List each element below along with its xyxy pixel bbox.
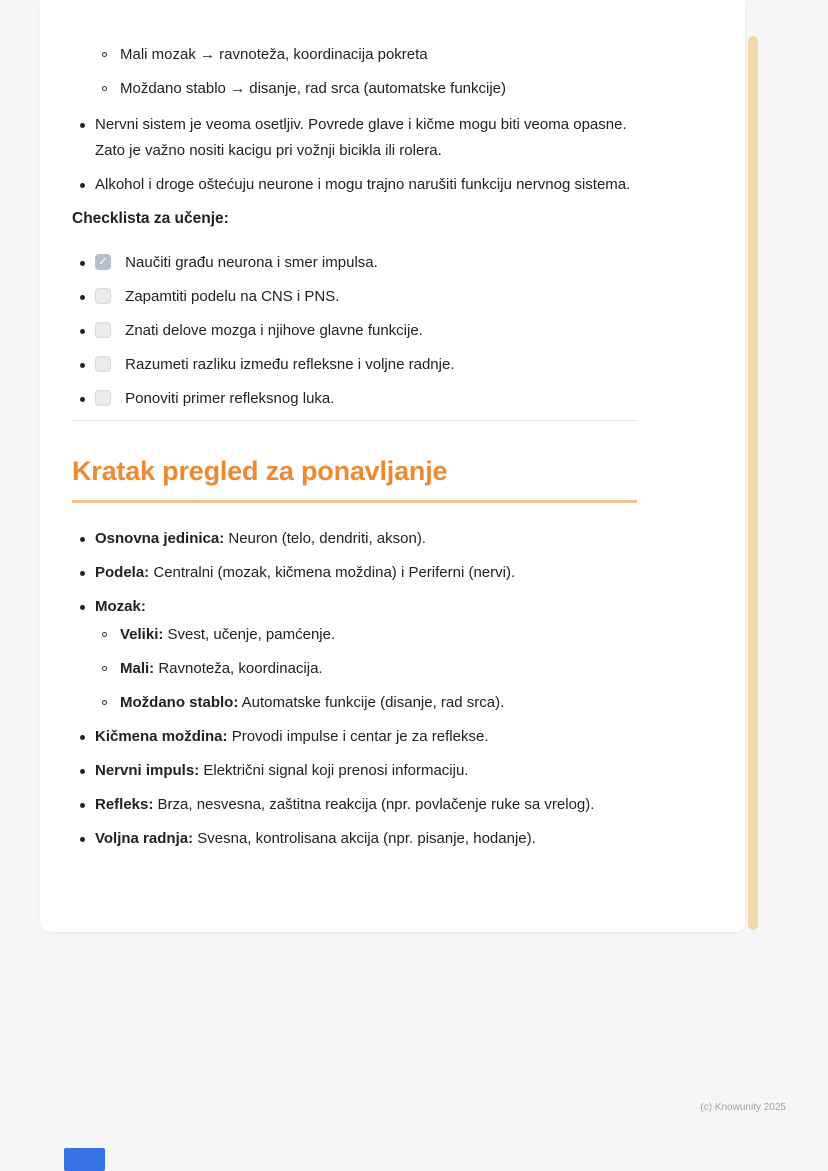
list-item (72, 792, 637, 818)
term-text: Električni signal koji prenosi informaciju. (203, 762, 469, 779)
list-item (72, 594, 637, 716)
term-label: Voljna radnja: (95, 830, 194, 847)
term-text: Provodi impulse i centar je za reflekse. (231, 728, 489, 745)
page-edge-stripe (748, 36, 758, 930)
term-label: Mozak: (95, 598, 146, 615)
circle-bullet-icon (102, 666, 107, 671)
bullet-icon (80, 329, 85, 334)
term-text: Svest, učenje, pamćenje. (167, 626, 336, 643)
circle-bullet-icon (102, 632, 107, 637)
bullet-icon (80, 397, 85, 402)
todo-checkbox[interactable] (95, 288, 111, 304)
bullet-icon (80, 295, 85, 300)
todo-checkbox[interactable] (95, 390, 111, 406)
term-text: Neuron (telo, dendriti, akson). (228, 530, 426, 547)
list-item (72, 526, 637, 552)
list-item (72, 172, 637, 198)
learning-checklist (72, 250, 637, 412)
mozak-sublist (95, 622, 637, 716)
list-item (72, 724, 637, 750)
term-label: Kičmena moždina: (95, 728, 228, 745)
list-item (72, 42, 637, 68)
summary-list (72, 526, 637, 852)
bullet-icon (80, 769, 85, 774)
nervous-system-notes-list (72, 112, 637, 198)
todo-label: Znati delove mozga i njihove glavne funkcije. (125, 322, 423, 339)
list-item (72, 76, 637, 102)
todo-checkbox[interactable] (95, 322, 111, 338)
bullet-icon (80, 837, 85, 842)
bullet-icon (80, 363, 85, 368)
section-divider (72, 420, 637, 421)
brain-parts-sublist (72, 42, 637, 102)
todo-item (72, 284, 637, 310)
term-text: Centralni (mozak, kičmena moždina) i Periferni (nervi). (153, 564, 516, 581)
todo-label: Ponoviti primer refleksnog luka. (125, 390, 335, 407)
list-item (95, 656, 637, 682)
section-heading: Kratak pregled za ponavljanje (72, 455, 637, 503)
bullet-icon (80, 735, 85, 740)
bullet-icon (80, 537, 85, 542)
next-page-fragment (64, 1148, 105, 1171)
term-label: Mali: (120, 660, 155, 677)
term-text: Brza, nesvesna, zaštitna reakcija (npr. povlačenje ruke sa vrelog). (157, 796, 595, 813)
bullet-icon (80, 571, 85, 576)
todo-checkbox[interactable] (95, 254, 111, 270)
todo-item (72, 352, 637, 378)
term-text: Ravnoteža, koordinacija. (158, 660, 323, 677)
list-item (72, 826, 637, 852)
list-item-text: Mali mozak → ravnoteža, koordinacija pokreta (120, 46, 428, 63)
notes-card (40, 0, 745, 932)
list-item-text: Alkohol i droge oštećuju neurone i mogu trajno narušiti funkciju nervnog sistema. (95, 176, 631, 193)
list-item (72, 112, 637, 164)
bullet-icon (80, 605, 85, 610)
term-label: Refleks: (95, 796, 154, 813)
todo-label: Razumeti razliku između refleksne i voljne radnje. (125, 356, 455, 373)
circle-bullet-icon (102, 52, 107, 57)
term-text: Automatske funkcije (disanje, rad srca). (241, 694, 505, 711)
list-item (72, 758, 637, 784)
todo-item (72, 250, 637, 276)
circle-bullet-icon (102, 700, 107, 705)
checklist-heading: Checklista za učenje: (72, 210, 229, 227)
bullet-icon (80, 261, 85, 266)
term-label: Podela: (95, 564, 150, 581)
todo-item (72, 318, 637, 344)
list-item-text: Nervni sistem je veoma osetljiv. Povrede glave i kičme mogu biti veoma opasne. Zato je važno nositi kacigu pri vožnji bicikla ili rolera. (95, 116, 627, 159)
term-label: Moždano stablo: (120, 694, 239, 711)
copyright-footer: (c) Knowunity 2025 (700, 1102, 786, 1113)
bullet-icon (80, 123, 85, 128)
bullet-icon (80, 803, 85, 808)
todo-label: Naučiti građu neurona i smer impulsa. (125, 254, 378, 271)
circle-bullet-icon (102, 86, 107, 91)
list-item (72, 560, 637, 586)
term-label: Veliki: (120, 626, 164, 643)
bullet-icon (80, 183, 85, 188)
list-item (95, 622, 637, 648)
term-label: Nervni impuls: (95, 762, 200, 779)
todo-checkbox[interactable] (95, 356, 111, 372)
todo-item (72, 386, 637, 412)
list-item-text: Moždano stablo → disanje, rad srca (automatske funkcije) (120, 80, 507, 97)
list-item (95, 690, 637, 716)
todo-label: Zapamtiti podelu na CNS i PNS. (125, 288, 340, 305)
term-text: Svesna, kontrolisana akcija (npr. pisanje, hodanje). (197, 830, 536, 847)
term-label: Osnovna jedinica: (95, 530, 225, 547)
